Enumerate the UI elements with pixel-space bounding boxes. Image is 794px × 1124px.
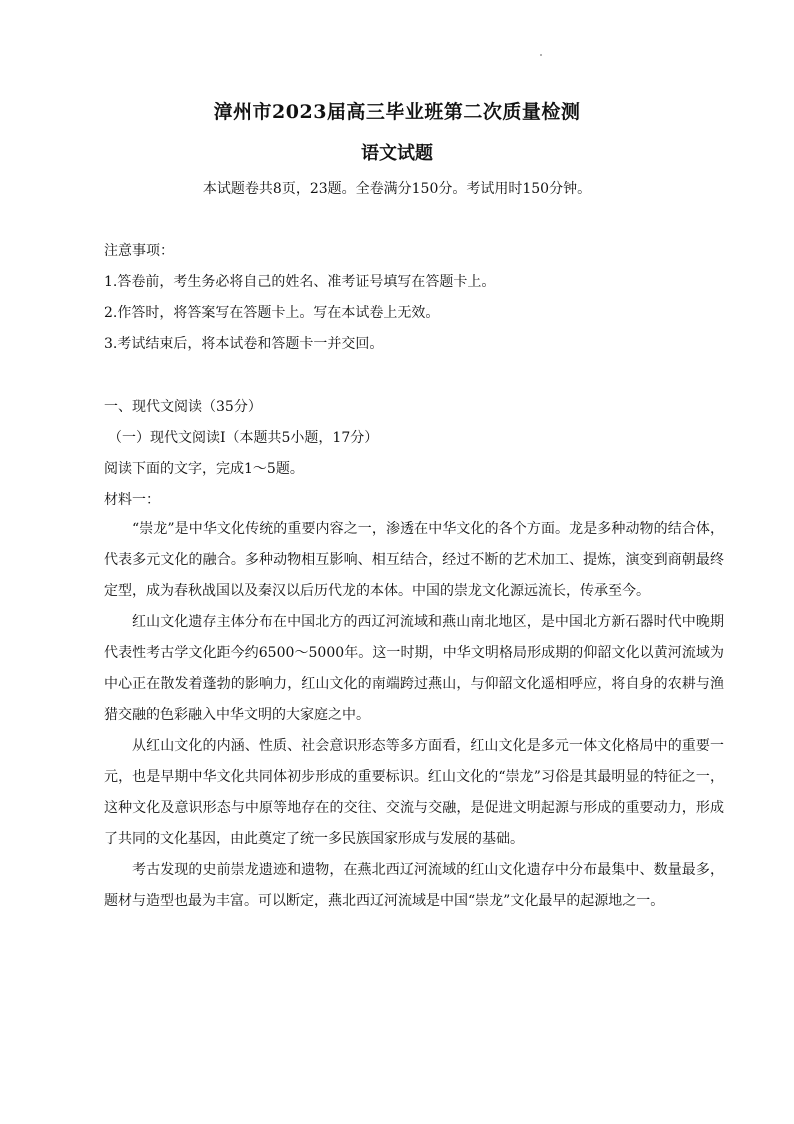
notice-block [104, 236, 724, 360]
notice-item: 2.作答时，将答案写在答题卡上。写在本试卷上无效。 [104, 305, 440, 321]
article-paragraph: 考古发现的史前崇龙遗迹和遗物，在燕北西辽河流域的红山文化遗存中分布最集中、数量最多，题材与造型也最为丰富。可以断定，燕北西辽河流域是中国“崇龙”文化最早的起源地之一。 [104, 862, 724, 909]
article-paragraph: “崇龙”是中华文化传统的重要内容之一，渗透在中华文化的各个方面。龙是多种动物的结合体，代表多元文化的融合。多种动物相互影响、相互结合，经过不断的艺术加工、提炼，演变到商朝最终定型，成为春秋战国以及秦汉以后历代龙的本体。中国的崇龙文化源远流长，传承至今。 [104, 521, 724, 599]
section-heading: 一、现代文阅读（35分） [104, 399, 262, 415]
article-body [104, 514, 724, 917]
notice-item: 3.考试结束后，将本试卷和答题卡一并交回。 [104, 336, 384, 352]
notice-heading: 注意事项： [104, 243, 174, 259]
exam-subtitle: 语文试题 [361, 143, 433, 164]
material-label: 材料一： [104, 492, 160, 508]
scan-dot [540, 54, 542, 56]
article-paragraph: 红山文化遗存主体分布在中国北方的西辽河流域和燕山南北地区，是中国北方新石器时代中晚期代表性考古学文化距今约6500～5000年。这一时期，中华文明格局形成期的仰韶文化以黄河流域为中心正在散发着蓬勃的影响力，红山文化的南端跨过燕山，与仰韶文化遥相呼应，将自身的农耕与渔猎交融的色彩融入中华文明的大家庭之中。 [104, 614, 724, 723]
section-subheading: （一）现代文阅读I（本题共5小题，17分） [108, 430, 379, 446]
exam-title: 漳州市2023届高三毕业班第二次质量检测 [213, 101, 581, 123]
article-paragraph: 从红山文化的内涵、性质、社会意识形态等多方面看，红山文化是多元一体文化格局中的重要一元，也是早期中华文化共同体初步形成的重要标识。红山文化的“崇龙”习俗是其最明显的特征之一，这种文化及意识形态与中原等地存在的交往、交流与交融，是促进文明起源与形成的重要动力，形成了共同的文化基因，由此奠定了统一多民族国家形成与发展的基础。 [104, 738, 724, 847]
exam-info: 本试题卷共8页，23题。全卷满分150分。考试用时150分钟。 [202, 181, 592, 197]
notice-item: 1.答卷前，考生务必将自己的姓名、准考证号填写在答题卡上。 [104, 274, 496, 290]
section-header [104, 392, 724, 516]
section-instruction: 阅读下面的文字，完成1～5题。 [104, 461, 304, 477]
